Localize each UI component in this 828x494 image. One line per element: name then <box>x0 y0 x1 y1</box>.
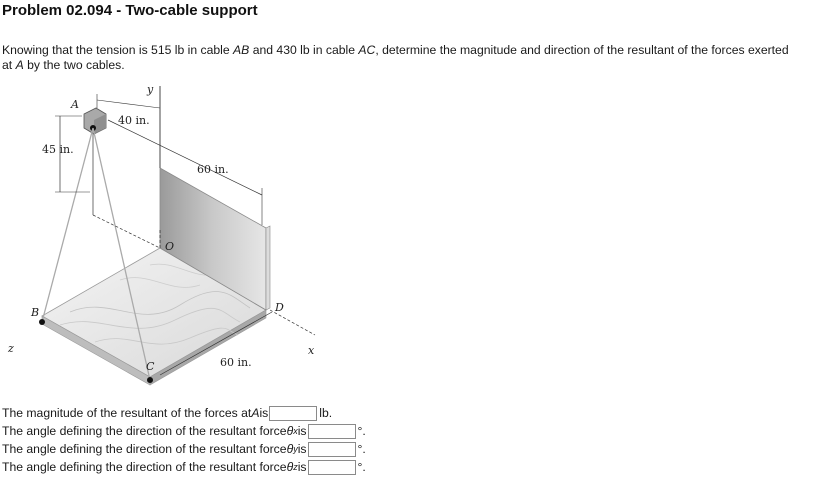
anchor-c <box>147 377 153 383</box>
angle-suffix: is <box>297 442 307 456</box>
collar-a <box>84 108 106 134</box>
angle-prefix: The angle defining the direction of the resultant force <box>2 442 287 456</box>
magnitude-mid: is <box>259 406 269 420</box>
label-60-in-bottom: 60 in. <box>220 356 252 369</box>
theta-symbol: θ <box>286 460 294 474</box>
angle-suffix: is <box>297 424 307 438</box>
magnitude-row <box>2 404 366 422</box>
problem-text: Knowing that the tension is 515 lb in cable <box>2 43 234 57</box>
label-60-in-top: 60 in. <box>197 163 229 176</box>
problem-text: and 430 lb in cable <box>249 43 359 57</box>
figure-svg <box>0 80 340 400</box>
degree-unit: °. <box>357 424 366 438</box>
point-a-label: A <box>15 58 24 72</box>
problem-text: by the two cables. <box>23 58 125 72</box>
magnitude-point: A <box>251 406 260 420</box>
theta-x-input[interactable] <box>308 424 356 439</box>
angle-prefix: The angle defining the direction of the resultant force <box>2 424 287 438</box>
label-z: z <box>8 342 14 355</box>
label-x: x <box>308 344 315 357</box>
magnitude-prefix: The magnitude of the resultant of the forces at <box>2 406 252 420</box>
theta-x-row <box>2 422 366 440</box>
problem-text: , determine the magnitude and direction of the resultant of the forces exerted at <box>2 43 789 72</box>
label-y: y <box>147 83 154 96</box>
magnitude-unit: lb. <box>319 406 333 420</box>
theta-z-input[interactable] <box>308 460 356 475</box>
subscript-y: y <box>293 444 298 454</box>
problem-statement <box>2 43 802 73</box>
cable-ac-label: AC <box>358 43 376 57</box>
theta-z-row <box>2 458 366 476</box>
theta-symbol: θ <box>286 442 294 456</box>
angle-suffix: is <box>297 460 307 474</box>
magnitude-input[interactable] <box>269 406 317 421</box>
two-cable-support-figure <box>0 80 340 400</box>
theta-y-input[interactable] <box>308 442 356 457</box>
anchor-b <box>39 319 45 325</box>
subscript-z: z <box>293 462 298 472</box>
theta-symbol: θ <box>286 424 294 438</box>
subscript-x: x <box>293 426 298 436</box>
label-40-in: 40 in. <box>118 114 150 127</box>
degree-unit: °. <box>357 442 366 456</box>
problem-title: Problem 02.094 - Two-cable support <box>2 2 258 19</box>
angle-prefix: The angle defining the direction of the resultant force <box>2 460 287 474</box>
label-b: B <box>31 306 40 319</box>
cable-ab-label: AB <box>233 43 250 57</box>
theta-y-row <box>2 440 366 458</box>
label-45-in: 45 in. <box>42 143 74 156</box>
label-d: D <box>275 301 284 314</box>
degree-unit: °. <box>357 460 366 474</box>
label-c: C <box>146 360 155 373</box>
label-o: O <box>165 240 175 253</box>
label-a: A <box>71 98 79 111</box>
answer-section <box>2 404 366 476</box>
